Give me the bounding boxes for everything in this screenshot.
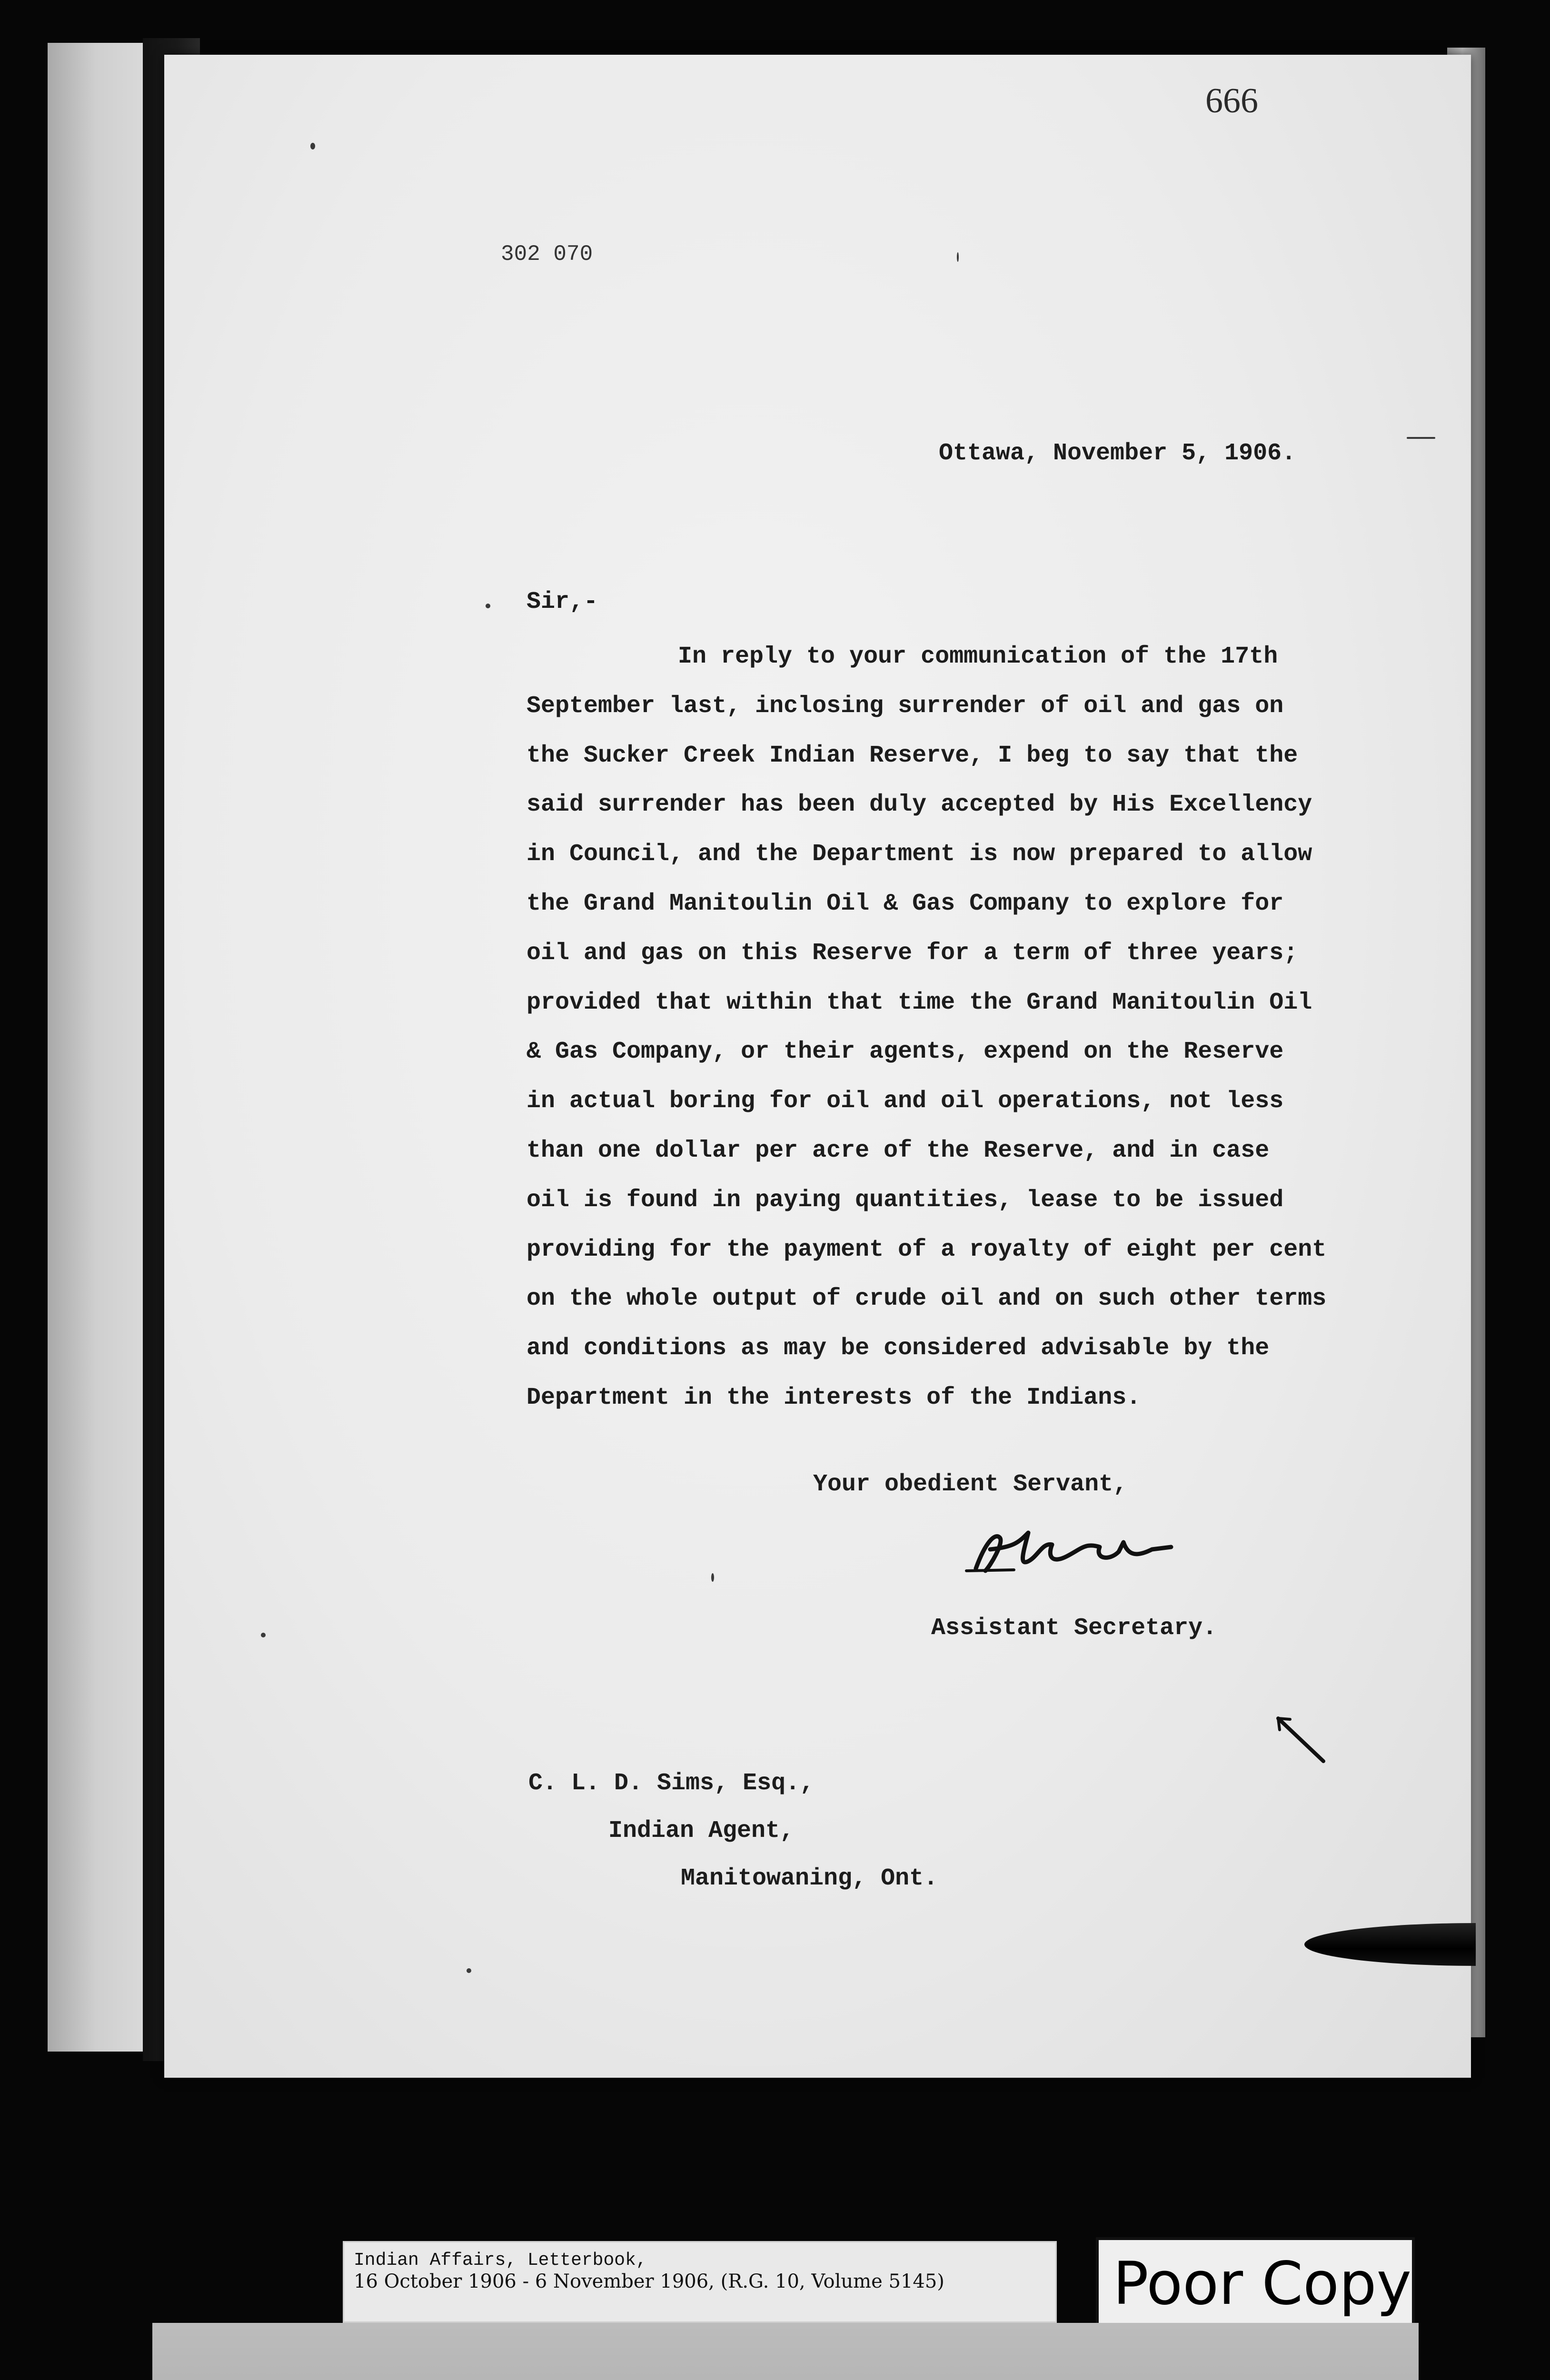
body-line: provided that within that time the Grand Manitoulin Oil — [527, 989, 1312, 1016]
letter-body — [527, 632, 1431, 1423]
body-line: said surrender has been duly accepted by His Excellency — [527, 791, 1312, 819]
body-line: than one dollar per acre of the Reserve, and in case — [527, 1137, 1270, 1164]
pencil-tick-mark — [1276, 1714, 1328, 1766]
salutation: Sir,- — [527, 588, 598, 615]
recipient-name: C. L. D. Sims, Esq., — [528, 1770, 815, 1797]
body-line: oil is found in paying quantities, lease to be issued — [527, 1186, 1284, 1214]
recipient-location: Manitowaning, Ont. — [681, 1865, 938, 1892]
body-line: the Sucker Creek Indian Reserve, I beg to say that the — [527, 742, 1298, 769]
body-line: September last, inclosing surrender of oil and gas on — [527, 692, 1284, 720]
dust-speck — [310, 143, 315, 149]
body-line: oil and gas on this Reserve for a term of three years; — [527, 939, 1298, 967]
page-number: 666 — [1205, 81, 1258, 120]
dust-speck — [261, 1633, 266, 1637]
body-line: the Grand Manitoulin Oil & Gas Company to explore for — [527, 890, 1284, 917]
body-line: Department in the interests of the Indians. — [527, 1384, 1141, 1411]
dust-speck — [711, 1573, 714, 1582]
poor-copy-note: Poor Copy — [1096, 2237, 1415, 2330]
letter-date: Ottawa, November 5, 1906. — [939, 440, 1296, 467]
archives-stamp — [152, 2323, 1419, 2380]
dust-speck — [1407, 437, 1435, 439]
signer-title: Assistant Secretary. — [931, 1615, 1217, 1642]
body-line: on the whole output of crude oil and on such other terms — [527, 1285, 1327, 1313]
citation-line: 16 October 1906 - 6 November 1906, (R.G. 10, Volume 5145) — [354, 2271, 944, 2292]
source-citation-label — [343, 2241, 1057, 2323]
body-line: providing for the payment of a royalty of eight per cent — [527, 1236, 1327, 1263]
file-number: 302 070 — [501, 242, 593, 267]
dust-speck — [486, 604, 490, 608]
dust-speck — [467, 1968, 471, 1973]
handwritten-signature — [957, 1523, 1176, 1580]
body-line: & Gas Company, or their agents, expend on the Reserve — [527, 1038, 1284, 1066]
body-line: In reply to your communication of the 17th — [678, 643, 1278, 670]
body-line: and conditions as may be considered advisable by the — [527, 1335, 1270, 1362]
dust-speck — [957, 252, 959, 262]
complimentary-close: Your obedient Servant, — [813, 1471, 1128, 1498]
recipient-position: Indian Agent, — [608, 1817, 795, 1844]
body-line: in Council, and the Department is now prepared to allow — [527, 841, 1312, 868]
body-line: in actual boring for oil and oil operations, not less — [527, 1088, 1284, 1115]
citation-line: Indian Affairs, Letterbook, — [354, 2250, 647, 2271]
